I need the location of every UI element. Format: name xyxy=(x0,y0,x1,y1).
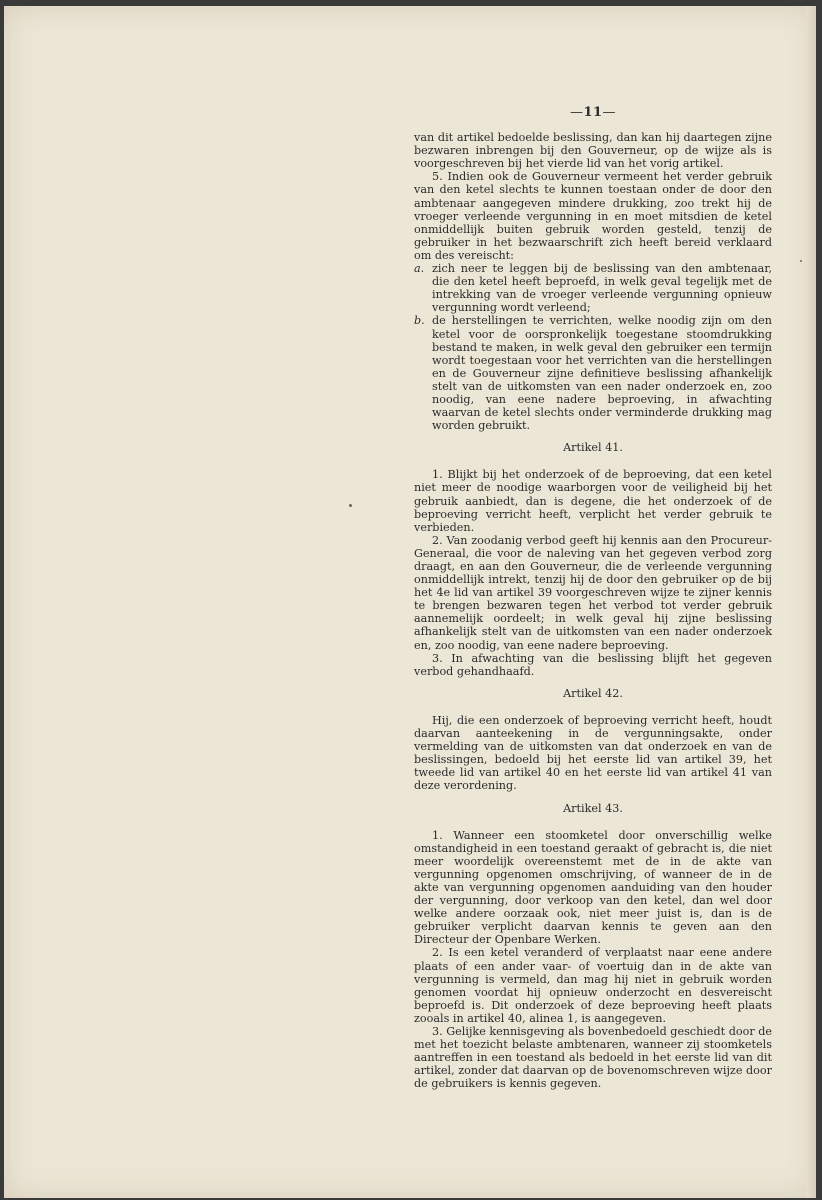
article-41-paragraph: 2. Van zoodanig verbod geeft hij kennis aan den Procureur-Generaal, die voor de naleving van het gegeven verbod zorg draagt, en aan den Gouverneur, die de verleende vergunning onmiddellijk intrekt, tenzij hij de door den gebruiker op de bij het 4e lid van artikel 39 voorgeschreven wijze te zijner kennis te brengen bezwaren tegen het verbod tot verder gebruik aannemelijk oordeelt; in welk geval hij zijne beslissing afhankelijk stelt van de uitkomsten van een nader onderzoek en, zoo noodig, van eene nadere beproeving. xyxy=(414,533,772,652)
intro-paragraph: 5. Indien ook de Gouverneur vermeent het verder gebruik van den ketel slechts te kunnen toestaan onder de door den ambtenaar aangegeven mindere drukking, zoo trekt hij de vroeger verleende vergunning in en moet mitsdien de ketel onmiddellijk buiten gebruik worden gesteld, tenzij de gebruiker in het bezwaarschrift zich heeft bereid verklaard om des vereischt: xyxy=(414,170,772,262)
document-page xyxy=(4,6,816,1198)
list-marker: b. xyxy=(414,314,425,328)
list-marker: a. xyxy=(414,262,425,276)
article-heading-43: Artikel 43. xyxy=(563,801,623,815)
page-edge xyxy=(806,6,816,1198)
list-item xyxy=(414,262,772,314)
article-41-paragraph: 1. Blijkt bij het onderzoek of de beproeving, dat een ketel niet meer de noodige waarborgen voor de veiligheid bij het gebruik aanbiedt, dan is degene, die het onderzoek of de beproeving verricht heeft, verplicht het verder gebruik te verbieden. xyxy=(414,468,772,534)
article-heading-41: Artikel 41. xyxy=(563,441,623,455)
text-column xyxy=(414,106,772,1090)
paper-speck xyxy=(349,504,352,507)
list-item-text: de herstellingen te verrichten, welke noodig zijn om den ketel voor de oorspronkelijk toegestane stoomdrukking bestand te maken, in welk geval den gebruiker een termijn wordt toegestaan voor het verrichten van die herstellingen en de Gouverneur zijne definitieve beslissing afhankelijk stelt van de uitkomsten van een nader onderzoek en, zoo noodig, van eene nadere beproeving, in afwachting waarvan de ketel slechts onder verminderde drukking mag worden gebruikt. xyxy=(432,314,772,433)
page-number: —11— xyxy=(569,105,617,120)
list-item xyxy=(414,314,772,432)
article-41-paragraph: 3. In afwachting van die beslissing blijft het gegeven verbod gehandhaafd. xyxy=(414,651,772,678)
paper-speck xyxy=(800,260,802,262)
article-43-paragraph: 1. Wanneer een stoomketel door onverschillig welke omstandigheid in een toestand geraakt of gebracht is, die niet meer woordelijk overeenstemt met de in de akte van vergunning opgenomen omschrijving, of wanneer de in de akte van vergunning opgenomen aanduiding van den houder der vergunning, door verkoop van den ketel, dan wel door welke andere oorzaak ook, niet meer juist is, dan is de gebruiker verplicht daarvan kennis te geven aan den Directeur der Openbare Werken. xyxy=(414,828,772,947)
list-item-text: zich neer te leggen bij de beslissing van den ambtenaar, die den ketel heeft beproefd, in welk geval tegelijk met de intrekking van de vroeger verleende vergunning opnieuw vergunning wordt verleend; xyxy=(432,262,772,315)
intro-paragraph: van dit artikel bedoelde beslissing, dan kan hij daartegen zijne bezwaren inbrengen bij den Gouverneur, op de wijze als is voorgeschreven bij het vierde lid van het vorig artikel. xyxy=(414,131,772,171)
page-number-value: 11 xyxy=(583,105,603,120)
article-43-paragraph: 3. Gelijke kennisgeving als bovenbedoeld geschiedt door de met het toezicht belaste ambtenaren, wanneer zij stoomketels aantreffen in een toestand als bedoeld in het eerste lid van dit artikel, zonder dat daarvan op de bovenomschreven wijze door de gebruikers is kennis gegeven. xyxy=(414,1025,773,1091)
article-42-paragraph: Hij, die een onderzoek of beproeving verricht heeft, houdt daarvan aanteekening in de vergunningsakte, onder vermelding van de uitkomsten van dat onderzoek en van de beslissingen, bedoeld bij het eerste lid van artikel 39, het tweede lid van artikel 40 en het eerste lid van artikel 41 van deze verordening. xyxy=(414,713,772,793)
article-43-paragraph: 2. Is een ketel veranderd of verplaatst naar eene andere plaats of een ander vaar- of voertuig dan in de akte van vergunning is vermeld, dan mag hij niet in gebruik worden genomen voordat hij opnieuw onderzocht en desvereischt beproefd is. Dit onderzoek of deze beproeving heeft plaats zooals in artikel 40, alinea 1, is aangegeven. xyxy=(414,946,772,1025)
article-heading-42: Artikel 42. xyxy=(563,686,623,700)
